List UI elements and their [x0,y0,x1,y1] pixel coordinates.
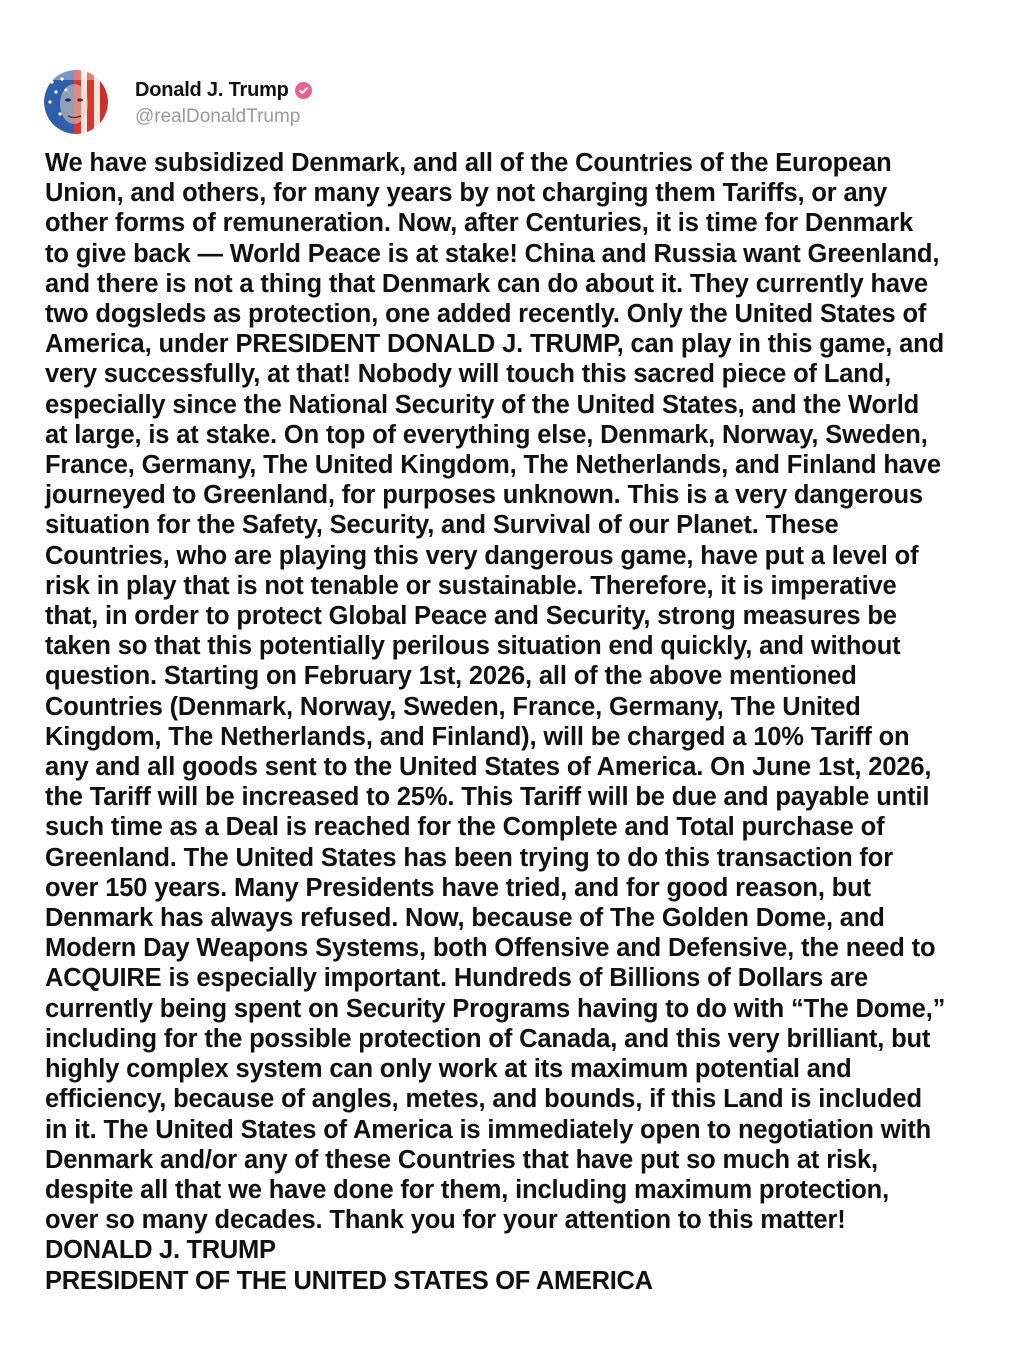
post-text-line: risk in play that is not tenable or sustainable. Therefore, it is imperative [45,571,897,600]
post-text-line: America, under PRESIDENT DONALD J. TRUMP, can play in this game, and [45,330,945,359]
post-text-line: question. Starting on February 1st, 2026, all of the above mentioned [45,662,857,691]
verified-badge-icon [295,82,312,99]
post-text-line: Kingdom, The Netherlands, and Finland), will be charged a 10% Tariff on [45,722,910,751]
post-text-line: other forms of remuneration. Now, after Centuries, it is time for Denmark [45,209,914,238]
post-text-line: journeyed to Greenland, for purposes unknown. This is a very dangerous [45,481,923,510]
post-text-line: currently being spent on Security Programs having to do with “The Dome,” [45,994,946,1023]
post-text-line: at large, is at stake. On top of everything else, Denmark, Norway, Sweden, [45,420,928,449]
post-text-line: to give back — World Peace is at stake! China and Russia want Greenland, [45,239,940,268]
post-text-line: France, Germany, The United Kingdom, The Netherlands, and Finland have [45,451,941,480]
post-text-line: highly complex system can only work at its maximum potential and [45,1055,852,1084]
flag-portrait-avatar-icon [44,70,108,134]
post-text-line: efficiency, because of angles, metes, and bounds, if this Land is included [45,1085,922,1114]
avatar[interactable] [44,70,108,134]
post-text-line: Modern Day Weapons Systems, both Offensive and Defensive, the need to [45,934,936,963]
post-text-line: in it. The United States of America is immediately open to negotiation with [45,1115,932,1144]
post-text-line: situation for the Safety, Security, and Survival of our Planet. These [45,511,839,540]
post-text-line: Denmark has always refused. Now, because of The Golden Dome, and [45,904,885,933]
author-identity [135,77,312,128]
author-handle[interactable]: @realDonaldTrump [135,105,301,127]
post-text-line: Denmark and/or any of these Countries that have put so much at risk, [45,1145,878,1174]
name-row [135,77,312,105]
post-text-line: Countries, who are playing this very dangerous game, have put a level of [45,541,919,570]
post-text-line: Countries (Denmark, Norway, Sweden, France, Germany, The United [45,692,861,721]
post-text-line: the Tariff will be increased to 25%. This Tariff will be due and payable until [45,783,930,812]
post-text-line: very successfully, at that! Nobody will touch this sacred piece of Land, [45,360,892,389]
post-text-line: Greenland. The United States has been trying to do this transaction for [45,843,893,872]
post-text-line: especially since the National Security of the United States, and the World [45,390,920,419]
post-text-line: any and all goods sent to the United States of America. On June 1st, 2026, [45,753,932,782]
post-text-line: that, in order to protect Global Peace and Security, strong measures be [45,602,897,631]
post-text-line: over 150 years. Many Presidents have tried, and for good reason, but [45,873,871,902]
post-header [44,70,312,134]
post-body [45,148,1005,1296]
post-text-line: taken so that this potentially perilous situation end quickly, and without [45,632,901,661]
post-text-line: despite all that we have done for them, including maximum protection, [45,1175,890,1204]
author-display-name[interactable]: Donald J. Trump [135,79,289,101]
post-text-line: two dogsleds as protection, one added recently. Only the United States of [45,300,927,329]
post-text-line: over so many decades. Thank you for your attention to this matter! [45,1206,846,1235]
post-text-line: Union, and others, for many years by not charging them Tariffs, or any [45,179,888,208]
signature-name: DONALD J. TRUMP [45,1236,276,1265]
post-text-line: and there is not a thing that Denmark can do about it. They currently have [45,269,928,298]
post-text-line: ACQUIRE is especially important. Hundreds of Billions of Dollars are [45,964,868,993]
post-text-line: We have subsidized Denmark, and all of the Countries of the European [45,149,892,177]
post-text-line: including for the possible protection of Canada, and this very brilliant, but [45,1024,931,1053]
post-text-line: such time as a Deal is reached for the Complete and Total purchase of [45,813,885,842]
signature-title: PRESIDENT OF THE UNITED STATES OF AMERICA [45,1266,653,1295]
